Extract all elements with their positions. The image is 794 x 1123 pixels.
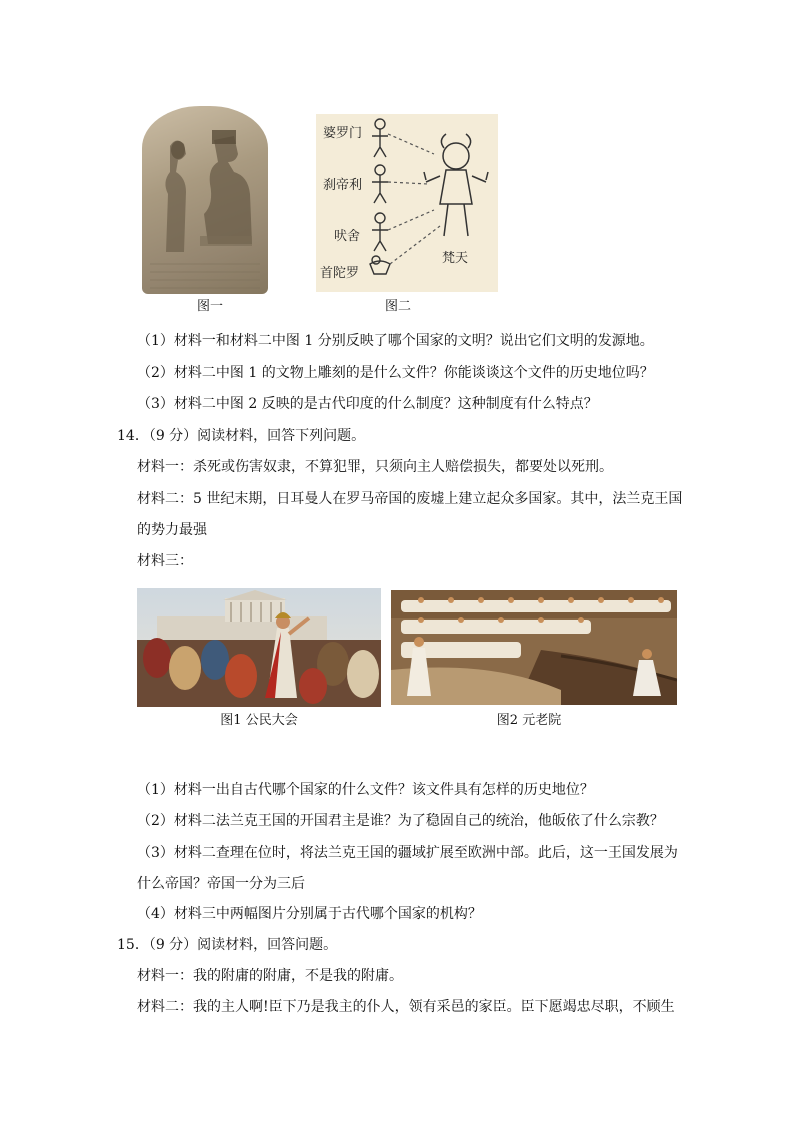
q15-material-2-line-1: 材料二：我的主人啊!臣下乃是我主的仆人，领有采邑的家臣。臣下愿竭忠尽职，不顾生	[137, 999, 675, 1015]
q14-material-1: 材料一：杀死或伤害奴隶，不算犯罪，只须向主人赔偿损失，都要处以死刑。	[137, 459, 613, 475]
varna-label-brahma: 梵天	[442, 251, 469, 266]
q14-heading: 14．（9 分）阅读材料，回答下列问题。	[117, 428, 366, 444]
varna-label-brahmin: 婆罗门	[323, 126, 363, 141]
q13-subquestion-2: （2）材料二中图 1 的文物上雕刻的是什么文件？你能谈谈这个文件的历史地位吗？	[137, 365, 654, 381]
q13-subquestion-3: （3）材料二中图 2 反映的是古代印度的什么制度？这种制度有什么特点？	[137, 396, 598, 412]
q15-material-1: 材料一：我的附庸的附庸，不是我的附庸。	[137, 968, 403, 984]
figure-1-caption: 图一	[196, 299, 223, 314]
figure-2-caption: 图二	[384, 299, 411, 314]
stele-relief-illustration	[142, 106, 268, 294]
q13-subquestion-1: （1）材料一和材料二中图 1 分别反映了哪个国家的文明？说出它们文明的发源地。	[137, 333, 654, 349]
q15-heading: 15．（9 分）阅读材料，回答问题。	[117, 937, 338, 953]
varna-label-vaishya: 吠舍	[334, 229, 361, 244]
varna-label-kshatriya: 刹帝利	[323, 178, 363, 193]
painting-2-caption: 图2 元老院	[496, 713, 562, 728]
roman-senate-painting	[391, 590, 677, 705]
q14-subquestion-3-line-1: （3）材料二查理在位时，将法兰克王国的疆域扩展至欧洲中部。此后，这一王国发展为	[137, 845, 678, 861]
assembly-scene	[137, 588, 381, 707]
q14-subquestion-1: （1）材料一出自古代哪个国家的什么文件？该文件具有怎样的历史地位？	[137, 782, 594, 798]
q14-material-2-line-2: 的势力最强	[137, 522, 207, 538]
q14-material-3-label: 材料三：	[137, 553, 193, 569]
varna-label-shudra: 首陀罗	[320, 266, 360, 281]
q14-subquestion-4: （4）材料三中两幅图片分别属于古代哪个国家的机构？	[137, 906, 482, 922]
painting-1-caption: 图1 公民大会	[220, 713, 298, 728]
q14-material-2-line-1: 材料二：5 世纪末期，日耳曼人在罗马帝国的废墟上建立起众多国家。其中，法兰克王国	[137, 491, 683, 507]
q14-subquestion-2: （2）材料二法兰克王国的开国君主是谁？为了稳固自己的统治，他皈依了什么宗教？	[137, 813, 664, 829]
senate-scene	[391, 590, 677, 705]
varna-system-diagram	[316, 114, 498, 292]
q14-subquestion-3-line-2: 什么帝国？帝国一分为三后	[137, 876, 305, 892]
hammurabi-stele-image	[142, 106, 268, 294]
citizens-assembly-painting	[137, 588, 381, 707]
